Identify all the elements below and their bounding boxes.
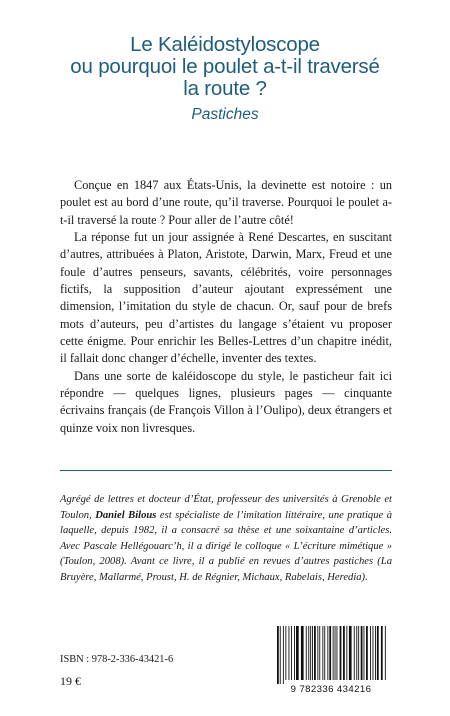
barcode-bar: [370, 626, 371, 680]
barcode-bar: [310, 626, 311, 680]
isbn-barcode: [267, 624, 395, 696]
book-price: 19 €: [60, 674, 81, 688]
blurb-paragraph-3: Dans une sorte de kaléidoscope du style, le pasticheur fait ici répondre — quelques lignes, plusieurs pages — cinquante écrivains français (de François Villon à l’Oulipo), deux étrangers et quinze voix non livresques.: [60, 368, 392, 435]
barcode-bar: [335, 626, 336, 680]
author-bio-paragraph: [60, 492, 392, 586]
barcode-bar: [306, 626, 307, 680]
blurb-paragraph-1: Conçue en 1847 aux États-Unis, la devinette est notoire : un poulet est au bord d’une route, qu’il traverse. Pourquoi le poulet a-t-il traversé la route ? Pour aller de l’autre côté!: [60, 178, 392, 227]
barcode-bar: [308, 626, 309, 680]
barcode-bar: [314, 626, 316, 680]
barcode-bar: [327, 626, 328, 680]
book-title-line-2: ou pourquoi le poulet a-t-il traversé: [70, 55, 380, 78]
author-bio-intro: Agrégé de lettres et docteur d’État, professeur des universités à Grenoble et Toulon,: [60, 494, 392, 521]
book-subtitle: Pastiches: [191, 106, 259, 123]
barcode-bar: [358, 626, 359, 680]
barcode-bar: [312, 626, 313, 680]
section-divider: [60, 470, 392, 471]
barcode-bar: [280, 626, 281, 684]
barcode-bars: [267, 624, 395, 684]
book-title-line-1: Le Kaléidostyloscope: [130, 33, 320, 56]
barcode-bar: [337, 626, 338, 680]
barcode-bar: [289, 626, 290, 680]
barcode-bar: [317, 626, 318, 680]
barcode-bar: [285, 626, 286, 680]
barcode-bar: [366, 626, 368, 680]
barcode-bar: [329, 626, 331, 680]
barcode-bar: [277, 626, 279, 684]
barcode-bar: [283, 626, 284, 684]
barcode-bar: [343, 626, 345, 680]
barcode-bar: [349, 626, 352, 680]
barcode-bar: [375, 626, 376, 680]
barcode-bar: [294, 626, 295, 680]
barcode-bar: [333, 626, 334, 680]
barcode-bar: [361, 626, 363, 680]
barcode-bar: [354, 626, 355, 680]
author-bio-details: est spécialiste de l’imitation littéraire, une pratique à laquelle, depuis 1982, il a consacré sa thèse et une soixantaine d’articles. Avec Pascale Hellégouarc’h, il a dirigé le colloque « L’écriture mimétique » (Toulon, 2008). Avant ce livre, il a publié en revues d’autres pastiches (La Bruyère, Mallarmé, Proust, H. de Régnier, Michaux, Rabelais, Heredia).: [60, 509, 393, 583]
barcode-bar: [322, 626, 323, 680]
barcode-digits: 9 782336 434216: [290, 684, 372, 695]
back-cover-blurb: [60, 177, 392, 437]
author-name: Daniel Bilous: [95, 509, 157, 521]
barcode-bar: [381, 626, 383, 680]
barcode-bar: [301, 626, 304, 680]
barcode-bar: [385, 626, 386, 680]
barcode-bar: [356, 626, 357, 680]
barcode-bar: [377, 626, 379, 680]
barcode-bar: [296, 626, 299, 680]
barcode-bar: [373, 626, 374, 680]
barcode-bar: [324, 626, 325, 680]
isbn-number: ISBN : 978-2-336-43421-6: [60, 654, 174, 665]
barcode-bar: [291, 626, 292, 680]
book-title-block: [0, 34, 450, 124]
book-title-line-3: la route ?: [183, 77, 267, 100]
blurb-paragraph-2: La réponse fut un jour assignée à René Descartes, en suscitant d’autres, attribuées à Platon, Aristote, Darwin, Marx, Freud et une foule d’autres penseurs, savants, célébrités, voire personnages fictifs, la supposition d’auteur ajoutant expressément une dimension, l’imitation du style de chacun. Or, sauf pour de brefs mots d’auteurs, peu d’artistes du langage s’étaient vu proposer cette énigme. Pour enrichir les Belles-Lettres d’un chapitre inédit, il fallait donc changer d’échelle, inventer des textes.: [60, 230, 392, 366]
barcode-bar: [346, 626, 347, 680]
barcode-bar: [319, 626, 320, 680]
barcode-bar: [340, 626, 342, 680]
author-bio: [60, 492, 392, 586]
barcode-bar: [364, 626, 365, 680]
